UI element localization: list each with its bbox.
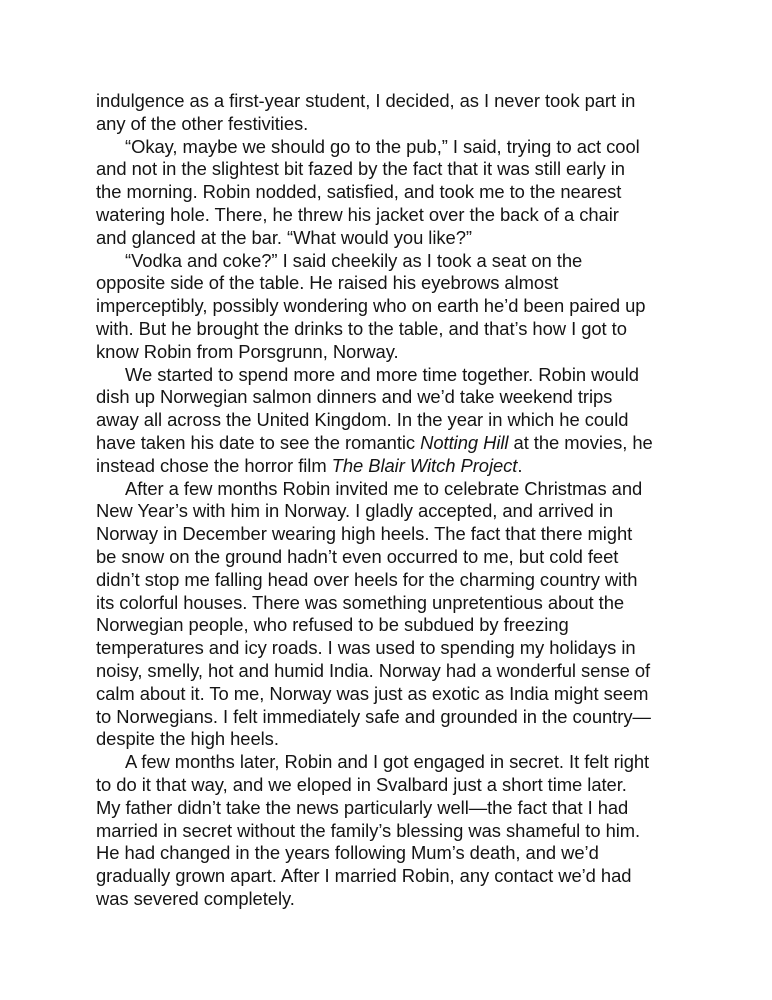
text-line: imperceptibly, possibly wondering who on earth he’d been paired up	[96, 295, 646, 317]
text-line: be snow on the ground hadn’t even occurred to me, but cold feet	[96, 545, 619, 567]
text-line: despite the high heels.	[96, 728, 279, 750]
text-line: any of the other festivities.	[96, 112, 309, 134]
text-line: and not in the slightest bit fazed by the fact that it was still early in	[96, 158, 625, 180]
text-line: noisy, smelly, hot and humid India. Norway had a wonderful sense of	[96, 659, 651, 681]
text-line: Norway in December wearing high heels. The fact that there might	[96, 523, 633, 545]
movie-title: Notting Hill	[420, 431, 509, 453]
text-line: “Vodka and coke?” I said cheekily as I took a seat on the	[125, 249, 583, 271]
text-line: away all across the United Kingdom. In the year in which he could	[96, 409, 629, 431]
text-line: indulgence as a first-year student, I decided, as I never took part in	[96, 90, 636, 111]
body-text	[96, 90, 686, 911]
text-line: My father didn’t take the news particularly well—the fact that I had	[96, 796, 629, 818]
text-line: know Robin from Porsgrunn, Norway.	[96, 340, 399, 362]
text-line: with. But he brought the drinks to the table, and that’s how I got to	[96, 317, 627, 339]
text-line: was severed completely.	[96, 887, 295, 909]
text-line: temperatures and icy roads. I was used to spending my holidays in	[96, 637, 636, 659]
text-segment: at the movies, he	[508, 431, 653, 453]
text-line: opposite side of the table. He raised his eyebrows almost	[96, 272, 559, 294]
text-line: Norwegian people, who refused to be subdued by freezing	[96, 614, 569, 636]
text-line: New Year’s with him in Norway. I gladly accepted, and arrived in	[96, 500, 614, 522]
text-line: dish up Norwegian salmon dinners and we’d take weekend trips	[96, 386, 613, 408]
text-line: married in secret without the family’s blessing was shameful to him.	[96, 819, 641, 841]
text-line: and glanced at the bar. “What would you like?”	[96, 226, 472, 248]
text-line: “Okay, maybe we should go to the pub,” I said, trying to act cool	[125, 135, 640, 157]
text-line: We started to spend more and more time together. Robin would	[125, 363, 639, 385]
text-line: gradually grown apart. After I married Robin, any contact we’d had	[96, 865, 632, 887]
text-line: A few months later, Robin and I got engaged in secret. It felt right	[125, 751, 650, 773]
text-segment: instead chose the horror film	[96, 454, 332, 476]
text-line-with-italic-title	[96, 432, 686, 455]
text-line-with-italic-title	[96, 455, 686, 478]
text-line: to Norwegians. I felt immediately safe and grounded in the country—	[96, 705, 651, 727]
text-line: the morning. Robin nodded, satisfied, and took me to the nearest	[96, 181, 622, 203]
text-line: He had changed in the years following Mum’s death, and we’d	[96, 842, 599, 864]
text-line: After a few months Robin invited me to celebrate Christmas and	[125, 477, 643, 499]
text-segment: .	[517, 454, 523, 476]
text-line: didn’t stop me falling head over heels for the charming country with	[96, 568, 638, 590]
document-page	[96, 90, 686, 911]
text-line: its colorful houses. There was something unpretentious about the	[96, 591, 625, 613]
text-line: calm about it. To me, Norway was just as exotic as India might seem	[96, 682, 649, 704]
movie-title: The Blair Witch Project	[331, 454, 518, 476]
text-line: watering hole. There, he threw his jacket over the back of a chair	[96, 203, 619, 225]
text-segment: have taken his date to see the romantic	[96, 431, 421, 453]
text-line: to do it that way, and we eloped in Svalbard just a short time later.	[96, 773, 627, 795]
